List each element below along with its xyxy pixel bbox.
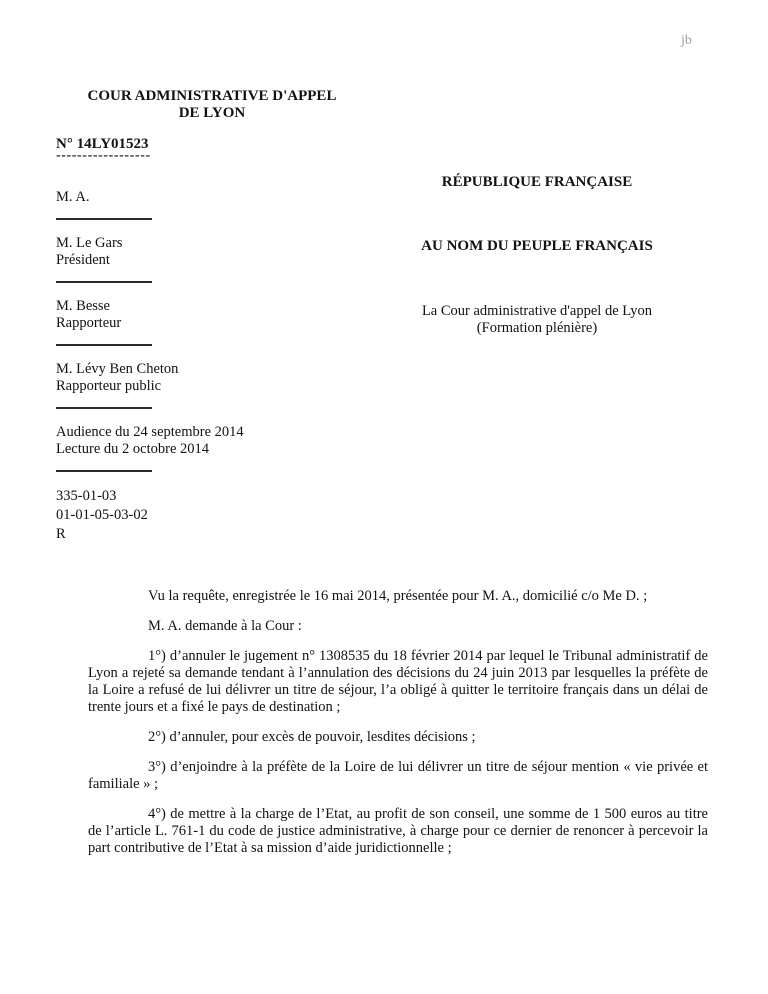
issuing-court-name: La Cour administrative d'appel de Lyon bbox=[421, 303, 653, 319]
judge-role: Président bbox=[56, 252, 110, 268]
case-parties-column bbox=[56, 189, 366, 544]
judge-name: M. Besse bbox=[56, 298, 110, 314]
judge-name: M. Le Gars bbox=[56, 235, 123, 251]
classification-codes bbox=[56, 487, 366, 544]
republic-heading: RÉPUBLIQUE FRANÇAISE bbox=[441, 174, 633, 190]
court-name-line1: COUR ADMINISTRATIVE D'APPEL bbox=[87, 88, 337, 104]
body-paragraph: 4°) de mettre à la charge de l’Etat, au profit de son conseil, une somme de 1 500 euros au titre de l’article L. 761-1 du code de justice administrative, à charge pour ce dernier de renoncer à percevoir la part contributive de l’Etat à sa mission d’aide juridictionnelle ; bbox=[88, 806, 708, 856]
party-entry bbox=[56, 235, 366, 269]
issuing-court bbox=[385, 303, 689, 337]
party-entry bbox=[56, 189, 366, 206]
hearing-dates bbox=[56, 424, 366, 458]
party-entry bbox=[56, 361, 366, 395]
reading-date: Lecture du 2 octobre 2014 bbox=[56, 441, 210, 457]
classification-code: 335-01-03 bbox=[56, 488, 117, 504]
body-paragraph: 2°) d’annuler, pour excès de pouvoir, lesdites décisions ; bbox=[148, 729, 476, 745]
separator-line bbox=[56, 344, 152, 346]
classification-code: R bbox=[56, 526, 66, 542]
separator-line bbox=[56, 218, 152, 220]
hearing-date: Audience du 24 septembre 2014 bbox=[56, 424, 244, 440]
body-paragraph: 1°) d’annuler le jugement n° 1308535 du 18 février 2014 par lequel le Tribunal administratif de Lyon a rejeté sa demande tendant à l’annulation des décisions du 24 juin 2013 par lesquelles la préfète de la Loire a refusé de lui délivrer un titre de séjour, l’a obligé à quitter le territoire français dans un délai de trente jours et a fixé le pays de destination ; bbox=[88, 648, 708, 715]
dashed-separator: ------------------ bbox=[56, 148, 151, 163]
initials-watermark: jb bbox=[681, 33, 692, 48]
party-entry bbox=[56, 298, 366, 332]
court-name-line2: DE LYON bbox=[178, 105, 246, 121]
classification-code: 01-01-05-03-02 bbox=[56, 507, 148, 523]
court-header bbox=[56, 88, 368, 122]
issuing-court-formation: (Formation plénière) bbox=[476, 320, 598, 336]
body-paragraph: Vu la requête, enregistrée le 16 mai 2014, présentée pour M. A., domicilié c/o Me D. ; bbox=[148, 588, 648, 604]
judge-name: M. Lévy Ben Cheton bbox=[56, 361, 179, 377]
motto-heading: AU NOM DU PEUPLE FRANÇAIS bbox=[421, 238, 653, 254]
separator-line bbox=[56, 407, 152, 409]
separator-line bbox=[56, 281, 152, 283]
document-body bbox=[88, 588, 708, 870]
body-paragraph: 3°) d’enjoindre à la préfète de la Loire de lui délivrer un titre de séjour mention « vie privée et familiale » ; bbox=[88, 759, 708, 792]
separator-line bbox=[56, 470, 152, 472]
body-paragraph: M. A. demande à la Cour : bbox=[148, 618, 302, 634]
case-number: N° 14LY01523 bbox=[56, 136, 149, 152]
judge-role: Rapporteur public bbox=[56, 378, 162, 394]
party-name: M. A. bbox=[56, 189, 90, 205]
judge-role: Rapporteur bbox=[56, 315, 122, 331]
